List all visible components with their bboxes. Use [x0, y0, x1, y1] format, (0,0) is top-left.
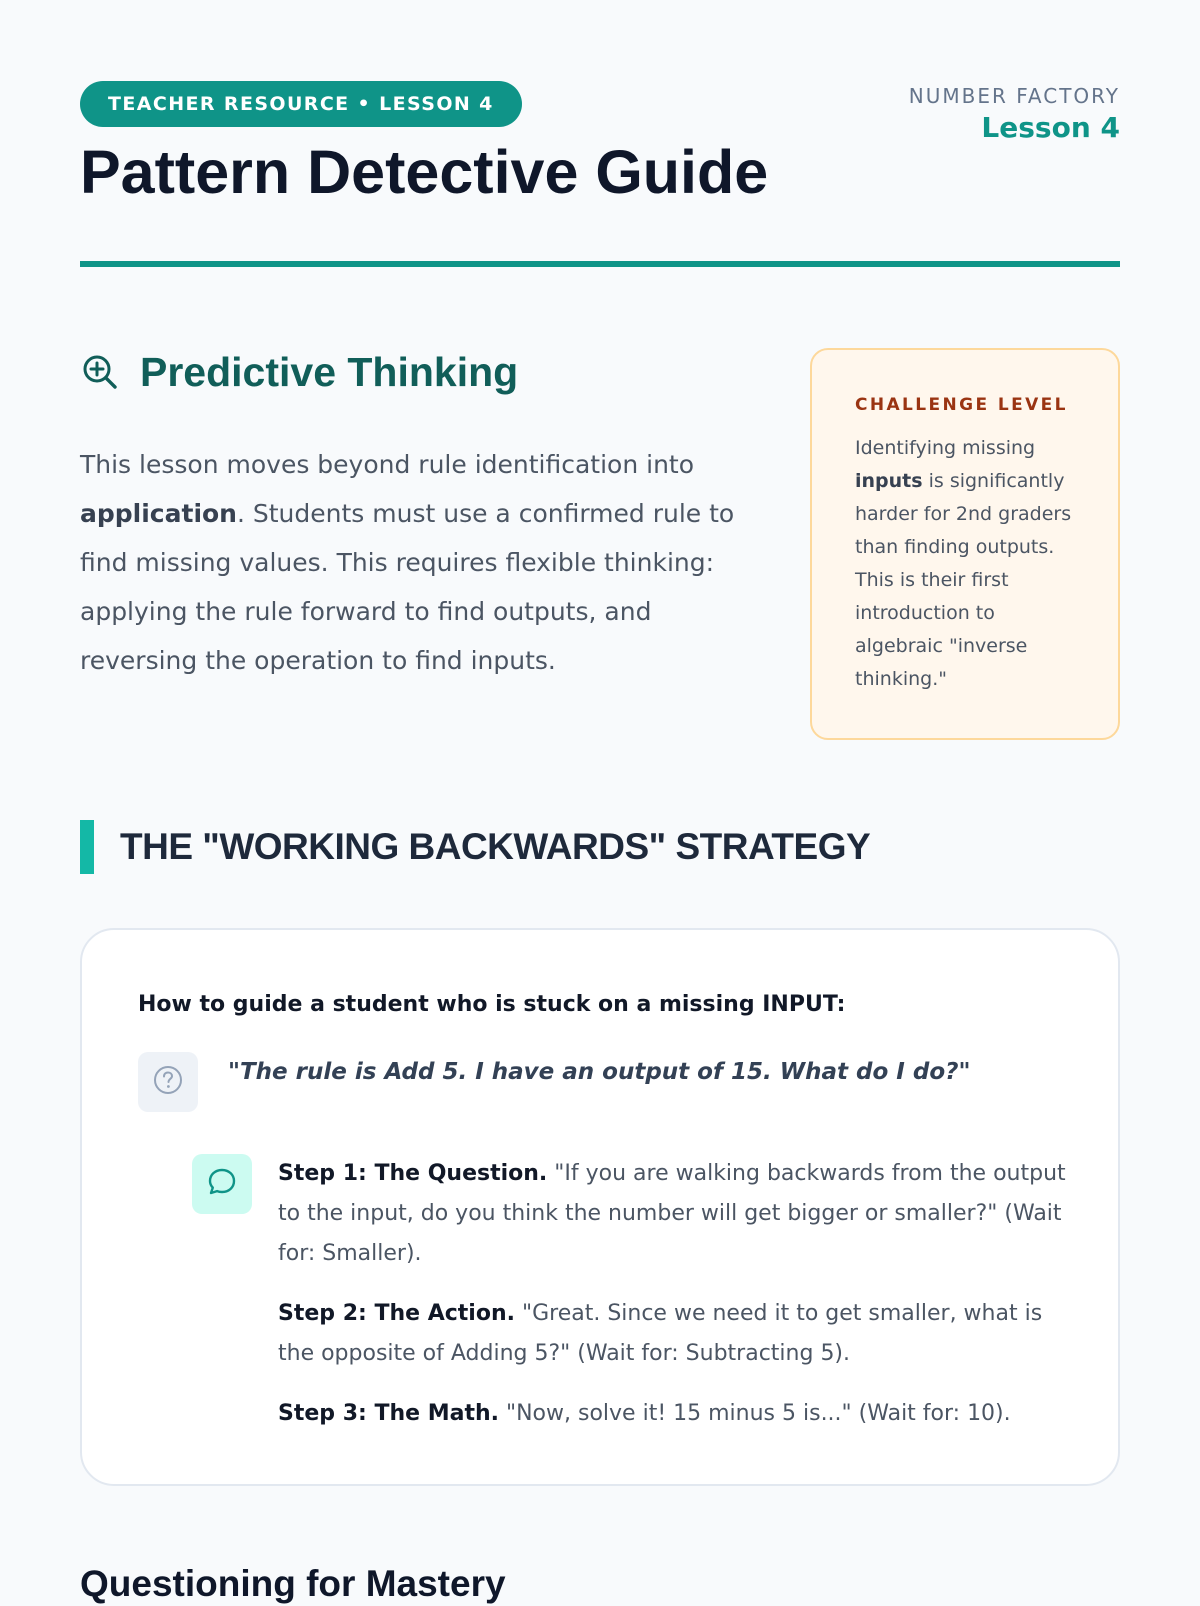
mastery-section-heading: Questioning for Mastery: [80, 1563, 506, 1604]
intro-text-emphasis: application: [80, 499, 237, 528]
step-item: [278, 1394, 1068, 1434]
challenge-text-end: is significantly harder for 2nd graders than finding outputs. This is their first introduction to algebraic "inverse thinking.": [855, 470, 1072, 690]
question-icon-box: [138, 1052, 198, 1112]
page-title: Pattern Detective Guide: [80, 138, 769, 206]
series-lesson: Lesson 4: [981, 111, 1120, 144]
strategy-card: [80, 928, 1120, 1486]
series-info: [909, 83, 1120, 147]
chat-icon-box: [192, 1154, 252, 1214]
challenge-text-emphasis: inputs: [855, 470, 923, 492]
step-label: Step 3: The Math.: [278, 1401, 499, 1426]
challenge-level-callout: [810, 348, 1120, 740]
intro-heading: [80, 348, 518, 396]
intro-heading-text: Predictive Thinking: [140, 349, 519, 395]
student-question: "The rule is Add 5. I have an output of 15. What do I do?": [228, 1059, 971, 1085]
page-header: [80, 0, 1120, 270]
intro-text-start: This lesson moves beyond rule identification into: [80, 450, 695, 479]
student-question-row: [138, 1052, 970, 1112]
intro-text-end: . Students must use a confirmed rule to find missing values. This requires flexible thinking: applying the rule forward to find outputs, and reversing the operation to find inputs.: [80, 499, 735, 675]
heading-accent-bar: [80, 820, 94, 874]
challenge-text-start: Identifying missing: [855, 437, 1036, 459]
step-label: Step 2: The Action.: [278, 1301, 515, 1326]
chat-bubble-icon: [205, 1165, 239, 1203]
challenge-text: [855, 432, 1078, 696]
step-item: [278, 1294, 1068, 1374]
step-list: [278, 1154, 1068, 1454]
challenge-label: CHALLENGE LEVEL: [855, 395, 1068, 415]
resource-badge: TEACHER RESOURCE • LESSON 4: [80, 81, 522, 127]
step-item: [278, 1154, 1068, 1274]
teacher-guide-page: [80, 0, 1120, 1604]
series-name: NUMBER FACTORY: [908, 84, 1120, 108]
step-label: Step 1: The Question.: [278, 1161, 548, 1186]
strategy-lead: How to guide a student who is stuck on a missing INPUT:: [138, 992, 846, 1017]
strategy-heading-text: THE "WORKING BACKWARDS" STRATEGY: [120, 826, 871, 867]
intro-section: [80, 348, 1120, 748]
strategy-heading: [80, 820, 870, 874]
header-divider: [80, 261, 1120, 267]
step-text: "Great. Since we need it to get smaller, what is the opposite of Adding 5?" (Wait for: Subtracting 5).: [278, 1301, 1043, 1366]
step-text: "Now, solve it! 15 minus 5 is..." (Wait for: 10).: [498, 1401, 1011, 1426]
step-text: "If you are walking backwards from the output to the input, do you think the number will get bigger or smaller?" (Wait for: Smaller).: [278, 1161, 1066, 1266]
magnify-plus-icon: [80, 352, 120, 392]
question-circle-icon: [152, 1064, 184, 1100]
intro-paragraph: [80, 440, 750, 685]
